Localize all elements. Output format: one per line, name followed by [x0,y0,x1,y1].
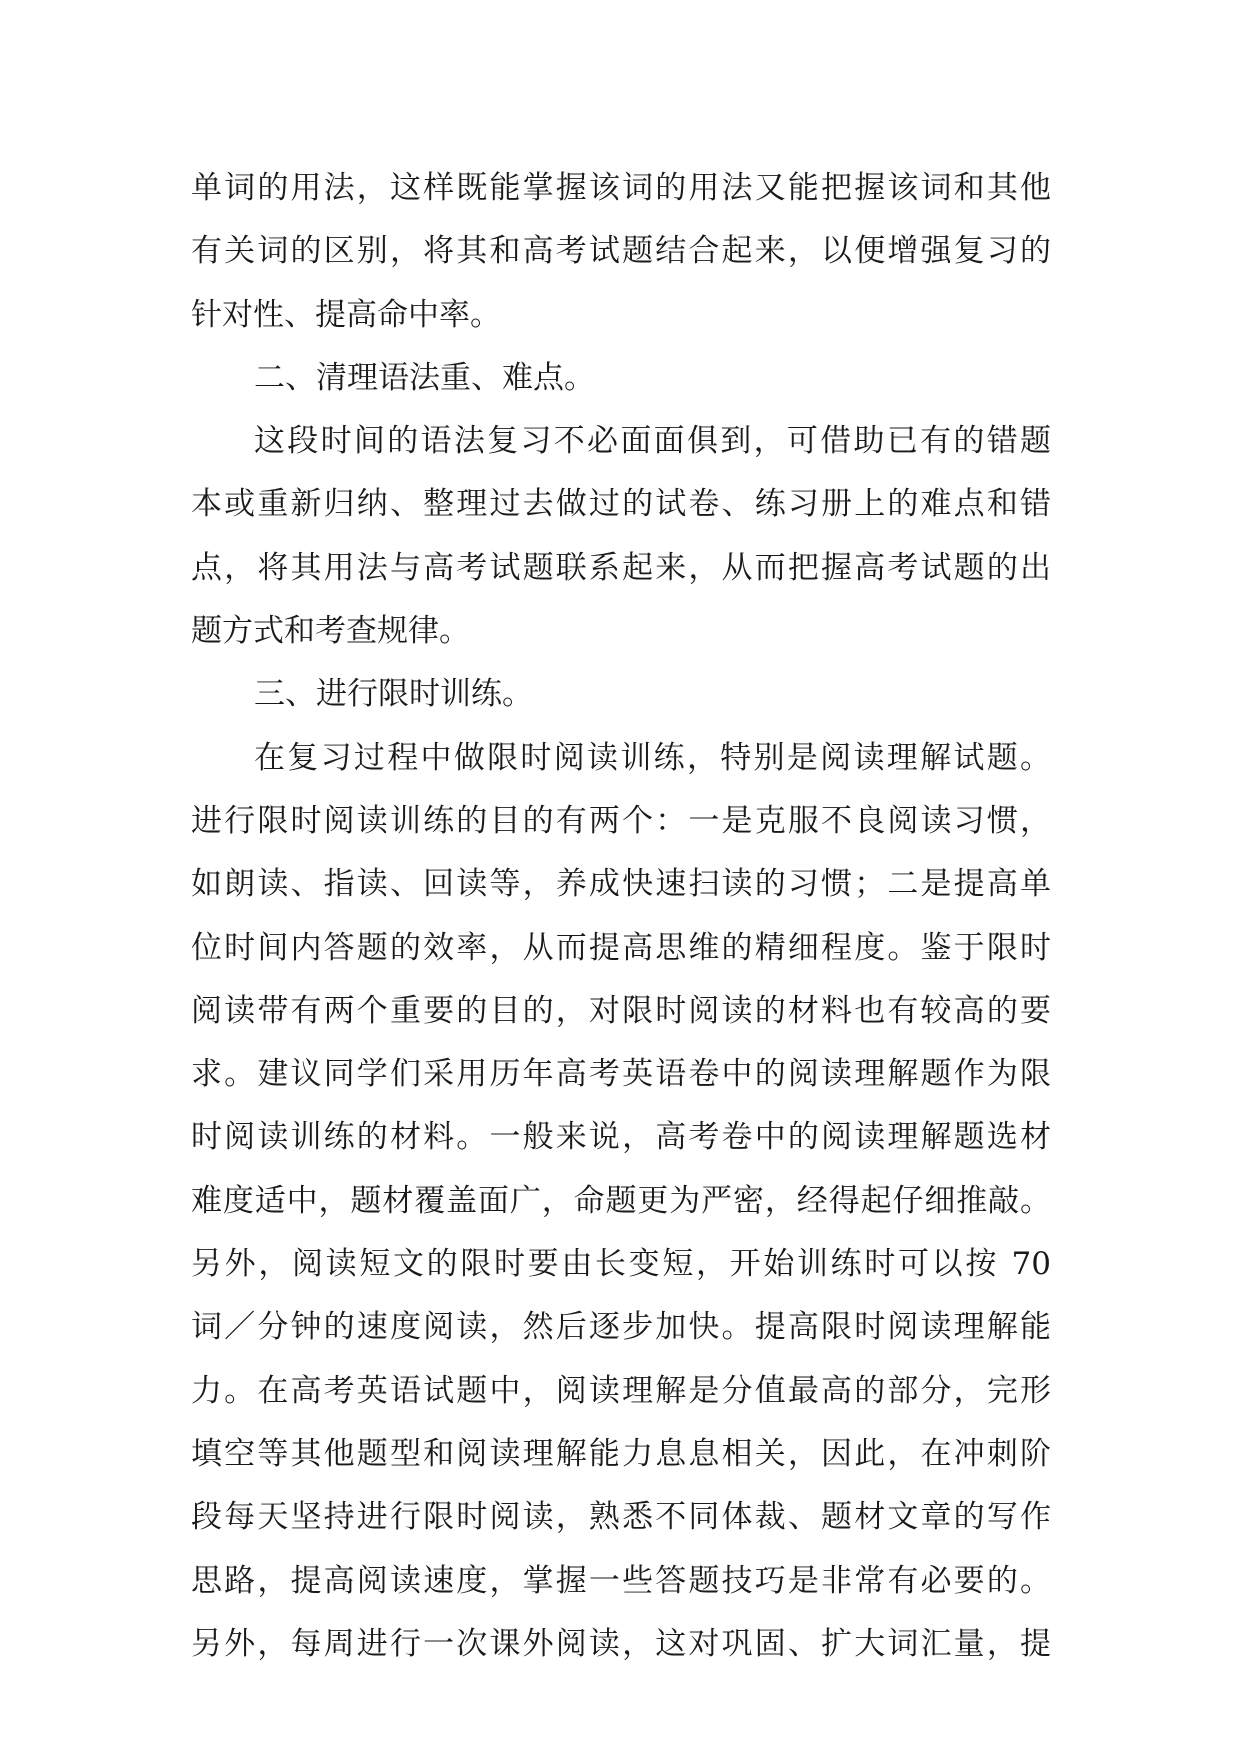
text-line: 另外，阅读短文的限时要由长变短，开始训练时可以按 70 [191,1246,1051,1283]
text-line: 时阅读训练的材料。一般来说，高考卷中的阅读理解题选材 [191,1119,1051,1156]
text-line: 另外，每周进行一次课外阅读，这对巩固、扩大词汇量，提 [191,1625,1051,1662]
text-line: 阅读带有两个重要的目的，对限时阅读的材料也有较高的要 [191,992,1051,1029]
text-line: 这段时间的语法复习不必面面俱到，可借助已有的错题 [254,423,1051,460]
text-line: 进行限时阅读训练的目的有两个：一是克服不良阅读习惯， [191,802,1051,839]
text-line: 词／分钟的速度阅读，然后逐步加快。提高限时阅读理解能 [191,1309,1051,1346]
text-line: 填空等其他题型和阅读理解能力息息相关，因此，在冲刺阶 [191,1435,1051,1472]
text-line: 求。建议同学们采用历年高考英语卷中的阅读理解题作为限 [191,1056,1051,1093]
section-heading: 三、进行限时训练。 [254,676,533,713]
text-line: 题方式和考查规律。 [191,613,470,650]
text-line: 位时间内答题的效率，从而提高思维的精细程度。鉴于限时 [191,929,1051,966]
text-line: 本或重新归纳、整理过去做过的试卷、练习册上的难点和错 [191,486,1051,523]
text-line: 段每天坚持进行限时阅读，熟悉不同体裁、题材文章的写作 [191,1499,1051,1536]
text-line: 点，将其用法与高考试题联系起来，从而把握高考试题的出 [191,549,1051,586]
text-line: 有关词的区别，将其和高考试题结合起来，以便增强复习的 [191,233,1051,270]
text-line: 针对性、提高命中率。 [191,296,501,333]
text-line: 如朗读、指读、回读等，养成快速扫读的习惯；二是提高单 [191,866,1051,903]
text-line: 难度适中，题材覆盖面广，命题更为严密，经得起仔细推敲。 [191,1182,1051,1219]
text-line: 单词的用法，这样既能掌握该词的用法又能把握该词和其他 [191,170,1051,206]
section-heading: 二、清理语法重、难点。 [254,359,595,396]
text-line: 思路，提高阅读速度，掌握一些答题技巧是非常有必要的。 [191,1562,1051,1599]
text-line: 力。在高考英语试题中，阅读理解是分值最高的部分，完形 [191,1372,1051,1409]
body-text [191,157,1051,1676]
text-line: 在复习过程中做限时阅读训练，特别是阅读理解试题。 [254,739,1051,776]
